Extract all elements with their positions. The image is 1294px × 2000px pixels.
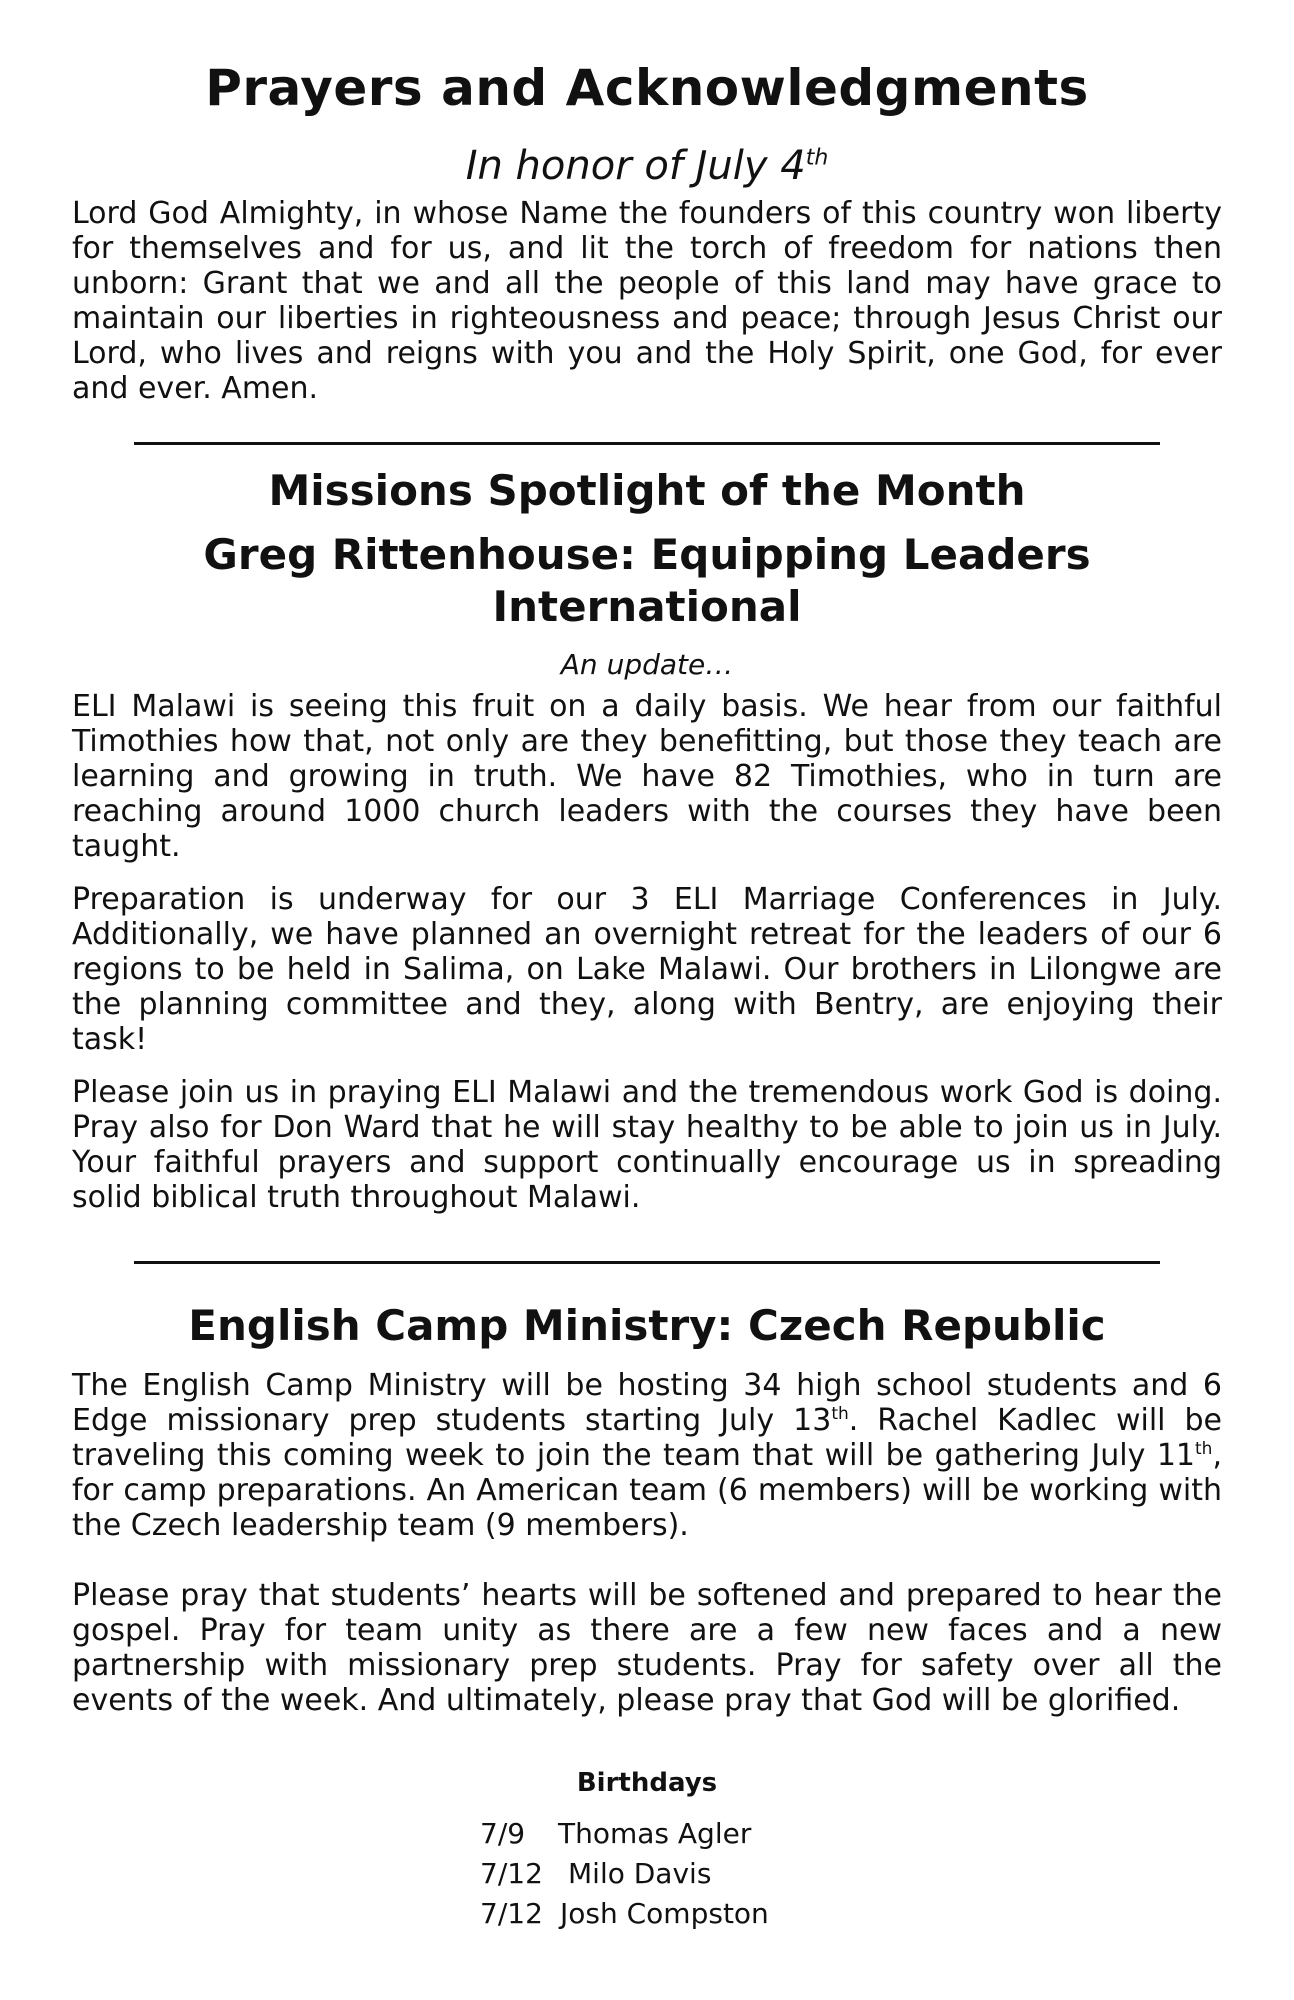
camp-title: English Camp Ministry: Czech Republic [188, 1301, 1106, 1350]
camp-text-part-1: The English Camp Ministry will be hosting 34 high school students and 6 Edge missionary prep students starting July 13 [72, 1368, 1222, 1438]
birthday-name: Thomas Agler [558, 1817, 752, 1850]
honor-text: In honor of July 4 [465, 143, 806, 189]
birthday-entry [72, 1854, 1222, 1894]
camp-text-part-2: . Rachel Kadlec will be traveling this coming week to join the team that will be gathering July 11 [72, 1403, 1222, 1473]
camp-superscript-1: th [831, 1404, 849, 1424]
section-divider [134, 442, 1160, 445]
missions-paragraph-1: ELI Malawi is seeing this fruit on a daily basis. We hear from our faithful Timothies how that, not only are they benefitting, but those they teach are learning and growing in truth. We have 82 Timothies, who in turn are reaching around 1000 church leaders with the courses they have been taught. [72, 689, 1222, 864]
missions-paragraph-3: Please join us in praying ELI Malawi and the tremendous work God is doing. Pray also for Don Ward that he will stay healthy to be able to join us in July. Your faithful prayers and support continually encourage us in spreading solid biblical truth throughout Malawi. [72, 1075, 1222, 1215]
birthday-name: Josh Compston [560, 1897, 769, 1930]
section-divider [134, 1261, 1160, 1264]
birthdays-heading: Birthdays [576, 1768, 718, 1798]
birthdays-list [72, 1814, 1222, 1934]
honor-heading [72, 142, 1222, 190]
prayer-paragraph: Lord God Almighty, in whose Name the founders of this country won liberty for themselves and for us, and lit the torch of freedom for nations then unborn: Grant that we and all the people of this land may have grace to maintain our liberties in righteousness and peace; through Jesus Christ our Lord, who lives and reigns with you and the Holy Spirit, one God, for ever and ever. Amen. [72, 196, 1222, 406]
birthday-entry [72, 1814, 1222, 1854]
camp-text-part-3: , for camp preparations. An American team (6 members) will be working with the Czech leadership team (9 members). [72, 1438, 1222, 1543]
missions-title: Missions Spotlight of the Month [268, 466, 1026, 515]
missions-subtitle: Greg Rittenhouse: Equipping Leaders International [203, 530, 1091, 631]
birthday-date: 7/9 [480, 1817, 526, 1850]
update-label: An update… [560, 648, 734, 681]
missions-paragraph-2: Preparation is underway for our 3 ELI Marriage Conferences in July. Additionally, we have planned an overnight retreat for the leaders of our 6 regions to be held in Salima, on Lake Malawi. Our brothers in Lilongwe are the planning committee and they, along with Bentry, are enjoying their task! [72, 882, 1222, 1057]
birthday-date: 7/12 [480, 1857, 543, 1890]
honor-superscript: th [805, 145, 829, 171]
camp-paragraph-2: Please pray that students’ hearts will be softened and prepared to hear the gospel. Pray for team unity as there are a few new faces and a new partnership with missionary prep students. Pray for safety over all the events of the week. And ultimately, please pray that God will be glorified. [72, 1578, 1222, 1718]
camp-superscript-2: th [1195, 1439, 1213, 1459]
page-title: Prayers and Acknowledgments [205, 59, 1089, 117]
birthday-entry [72, 1894, 1222, 1934]
birthday-date: 7/12 [480, 1897, 543, 1930]
birthday-name: Milo Davis [568, 1857, 712, 1890]
camp-paragraph-1 [72, 1368, 1222, 1543]
